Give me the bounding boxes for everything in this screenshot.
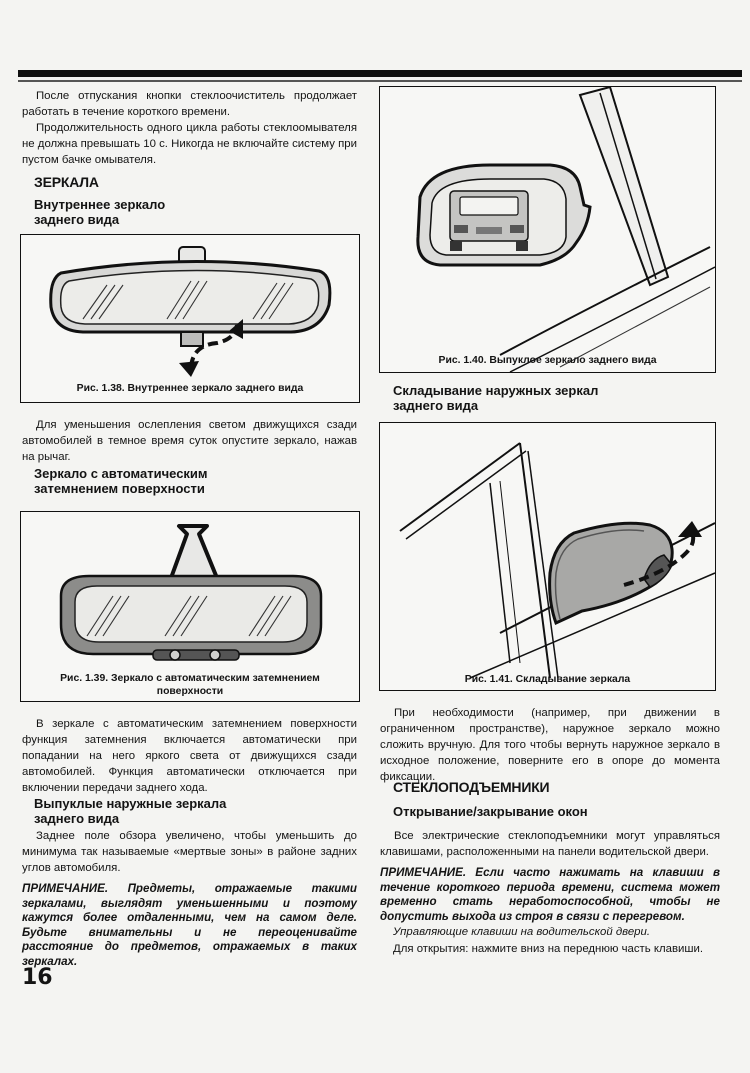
convex-mirrors-text: Заднее поле обзора увеличено, чтобы уменьшить до минимума так называемые «мертвые зоны» в районе задних углов автомобиля.	[22, 830, 357, 874]
figure-1-38	[20, 234, 360, 403]
section-heading-windows: СТЕКЛОПОДЪЕМНИКИ	[393, 779, 550, 795]
convex-mirror-illustration	[380, 87, 715, 372]
windows-text: Все электрические стеклоподъемники могут управляться клавишами, расположенными на панели водительской двери.	[380, 830, 720, 858]
auto-dimming-text: В зеркале с автоматическим затемнением поверхности функция затемнения включается автоматически при попадании на него яркого света от движущихся сзади автомобилей. Функция автоматически отключается при включении передачи заднего хода.	[22, 718, 357, 794]
header-rule	[18, 70, 742, 77]
left-note-text: Предметы, отражаемые такими зеркалами, выглядят уменьшенными и поэтому кажутся более отдаленными, чем на самом деле. Будьте внимательны и не переоценивайте расстояние до предметов, отражаемых в таких зеркалах.	[22, 882, 357, 968]
subheading-inner-mirror: Внутреннее зеркало заднего вида	[34, 197, 166, 227]
folding-mirror-illustration	[380, 423, 715, 690]
left-note	[22, 882, 357, 969]
driver-door-keys-heading: Управляющие клавиши на водительской двери.	[393, 926, 650, 938]
opening-instructions: Для открытия: нажмите вниз на переднюю часть клавиши.	[393, 943, 704, 955]
right-note-text: Если часто нажимать на клавиши в течение короткого периода времени, система может временно стать неработоспособной, чтобы не допустить выхода из строя в связи с перегревом.	[380, 866, 720, 923]
left-note-label: ПРИМЕЧАНИЕ.	[22, 882, 109, 895]
inner-mirror-illustration	[21, 235, 359, 402]
figure-1-39	[20, 511, 360, 702]
figure-1-39-caption: Рис. 1.39. Зеркало с автоматическим затемнением поверхности	[60, 673, 320, 697]
right-note	[380, 866, 720, 924]
figure-1-38-caption: Рис. 1.38. Внутреннее зеркало заднего вида	[76, 383, 304, 394]
intro-paragraph-2: Продолжительность одного цикла работы стеклоомывателя не должна превышать 10 с. Никогда не включайте систему при пустом бачке омывателя.	[22, 122, 357, 166]
figure-1-40-caption: Рис. 1.40. Выпуклое зеркало заднего вида	[438, 355, 657, 366]
subheading-folding-mirrors: Складывание наружных зеркал заднего вида	[393, 383, 599, 413]
figure-1-41-caption: Рис. 1.41. Складывание зеркала	[464, 674, 631, 685]
figure-1-40	[379, 86, 716, 373]
subheading-windows: Открывание/закрывание окон	[393, 804, 588, 819]
folding-mirrors-text: При необходимости (например, при движении в ограниченном пространстве), наружное зеркало можно сложить вручную. Для того чтобы вернуть наружное зеркало в исходное положение, поверните его в опоре до момента фиксации.	[380, 707, 720, 783]
page-number: 16	[22, 965, 53, 990]
inner-mirror-text: Для уменьшения ослепления светом движущихся сзади автомобилей в темное время суток опустите зеркало, нажав на рычаг.	[22, 419, 357, 463]
header-rule-thin	[18, 80, 742, 82]
subheading-auto-dimming: Зеркало с автоматическим затемнением поверхности	[34, 466, 208, 496]
section-heading-mirrors: ЗЕРКАЛА	[34, 174, 99, 190]
right-note-label: ПРИМЕЧАНИЕ.	[380, 866, 467, 879]
subheading-convex-mirrors: Выпуклые наружные зеркала заднего вида	[34, 796, 227, 826]
figure-1-41	[379, 422, 716, 691]
intro-paragraph-1: После отпускания кнопки стеклоочиститель продолжает работать в течение короткого времени.	[22, 90, 357, 118]
